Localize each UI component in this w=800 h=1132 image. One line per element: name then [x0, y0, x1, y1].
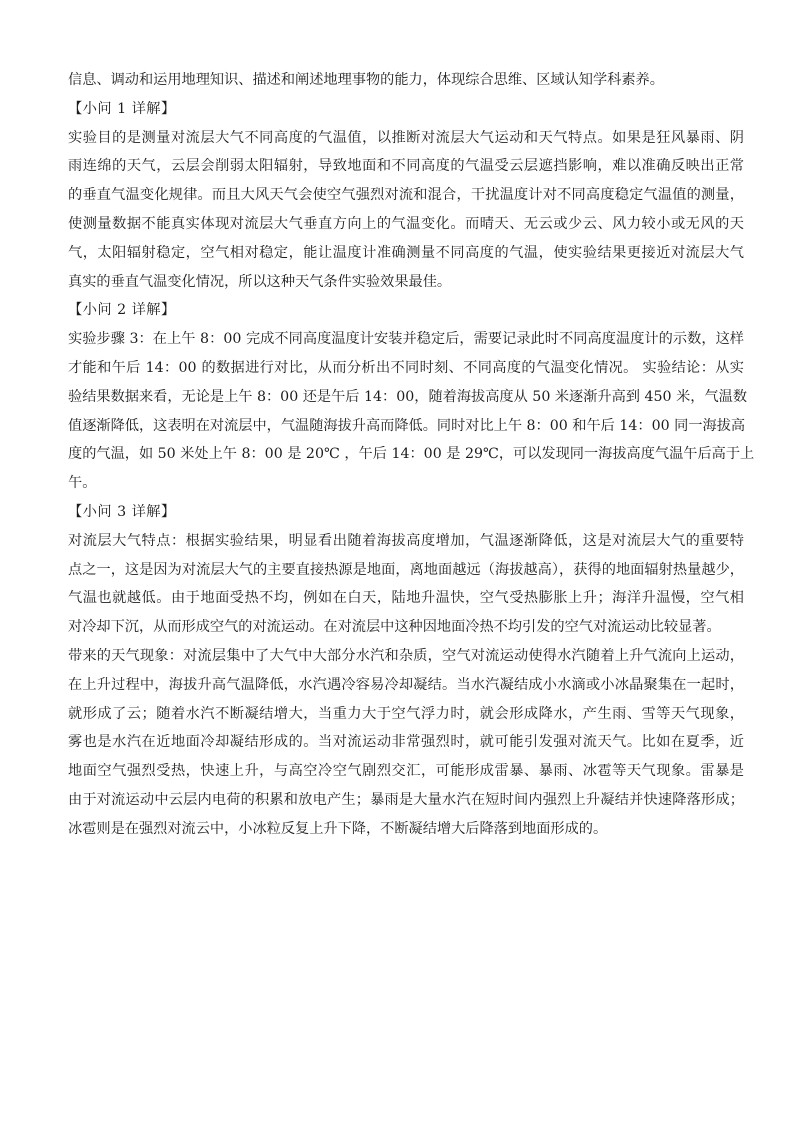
section-2-line: 才能和午后 14：00 的数据进行对比，从而分析出不同时刻、不同高度的气温变化情况。 实验结论：从实 [68, 359, 744, 376]
section-3-line: 带来的天气现象：对流层集中了大气中大部分水汽和杂质，空气对流运动使得水汽随着上升气流向上运动， [68, 647, 744, 664]
intro-line: 信息、调动和运用地理知识、描述和阐述地理事物的能力，体现综合思维、区域认知学科素养。 [68, 72, 664, 88]
section-1-line: 的垂直气温变化规律。而且大风天气会使空气强烈对流和混合，干扰温度计对不同高度稳定气温值的测量， [68, 187, 744, 204]
section-2-heading: 【小问 2 详解】 [68, 302, 176, 319]
section-1-heading: 【小问 1 详解】 [68, 100, 176, 117]
section-3-line: 地面空气强烈受热，快速上升，与高空冷空气剧烈交汇，可能形成雷暴、暴雨、冰雹等天气现象。雷暴是 [68, 763, 744, 780]
section-3-line: 雾也是水汽在近地面冷却凝结形成的。当对流运动非常强烈时，就可能引发强对流天气。比如在夏季，近 [68, 734, 744, 751]
section-2-line: 实验步骤 3：在上午 8：00 完成不同高度温度计安装并稳定后，需要记录此时不同高度温度计的示数，这样 [68, 331, 744, 348]
section-2-line: 值逐渐降低，这表明在对流层中，气温随海拔升高而降低。同时对比上午 8：00 和午后 14：00 同一海拔高 [68, 417, 746, 434]
section-2-line: 度的气温，如 50 米处上午 8：00 是 20℃ ，午后 14：00 是 29℃，可以发现同一海拔高度气温午后高于上 [68, 446, 755, 463]
section-3-body [68, 527, 744, 844]
section-3-line: 气温也就越低。由于地面受热不均，例如在白天，陆地升温快，空气受热膨胀上升；海洋升温慢，空气相 [68, 590, 744, 607]
section-3-line: 在上升过程中，海拔升高气温降低，水汽遇冷容易冷却凝结。当水汽凝结成小水滴或小冰晶聚集在一起时， [68, 676, 744, 693]
section-1-body [68, 124, 744, 297]
section-3-line: 点之一，这是因为对流层大气的主要直接热源是地面，离地面越远（海拔越高），获得的地面辐射热量越少， [68, 561, 744, 578]
section-3-heading: 【小问 3 详解】 [68, 503, 176, 520]
section-1-line: 实验目的是测量对流层大气不同高度的气温值，以推断对流层大气运动和天气特点。如果是狂风暴雨、阴 [68, 129, 744, 146]
section-3-line: 对流层大气特点：根据实验结果，明显看出随着海拔高度增加，气温逐渐降低，这是对流层大气的重要特 [68, 532, 744, 549]
section-3-line: 冰雹则是在强烈对流云中，小冰粒反复上升下降，不断凝结增大后降落到地面形成的。 [68, 820, 608, 837]
section-1-line: 使测量数据不能真实体现对流层大气垂直方向上的气温变化。而晴天、无云或少云、风力较小或无风的天 [68, 215, 744, 232]
section-2-line: 午。 [68, 475, 97, 492]
section-1-line: 真实的垂直气温变化情况，所以这种天气条件实验效果最佳。 [68, 273, 452, 290]
section-1-line: 雨连绵的天气，云层会削弱太阳辐射，导致地面和不同高度的气温受云层遮挡影响，难以准确反映出正常 [68, 158, 744, 175]
section-3-line: 由于对流运动中云层内电荷的积累和放电产生；暴雨是大量水汽在短时间内强烈上升凝结并快速降落形成； [68, 791, 744, 808]
section-2-line: 验结果数据来看，无论是上午 8：00 还是午后 14：00，随着海拔高度从 50 米逐渐升高到 450 米，气温数 [68, 388, 748, 405]
section-3-line: 对冷却下沉，从而形成空气的对流运动。在对流层中这种因地面冷热不均引发的空气对流运动比较显著。 [68, 619, 721, 636]
document-page [68, 66, 755, 844]
section-2-body [68, 325, 755, 498]
section-3-line: 就形成了云；随着水汽不断凝结增大，当重力大于空气浮力时，就会形成降水，产生雨、雪等天气现象， [68, 705, 744, 722]
section-1-line: 气，太阳辐射稳定，空气相对稳定，能让温度计准确测量不同高度的气温，使实验结果更接近对流层大气 [68, 244, 744, 261]
